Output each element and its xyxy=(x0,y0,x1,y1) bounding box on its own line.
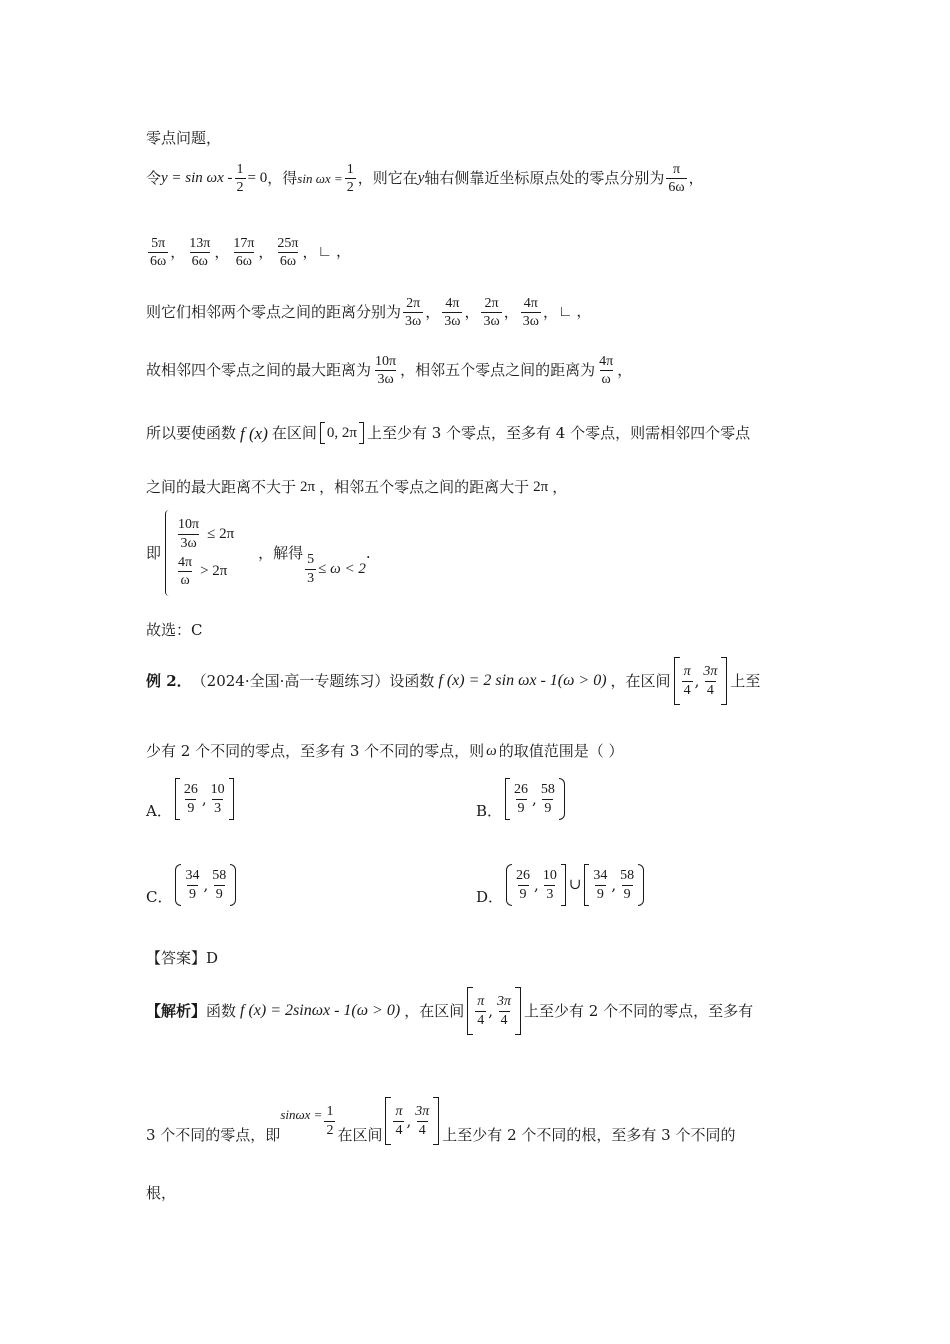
denominator: 3 xyxy=(214,800,222,816)
text-line xyxy=(146,131,221,146)
fraction xyxy=(682,664,693,698)
interval: $\frac{26}{9}$ , $\frac{10}{3}$ xyxy=(506,864,566,906)
analysis-line xyxy=(146,1186,176,1201)
interval: $\frac{\pi}{4}$ , $\frac{3\pi}{4}$ xyxy=(674,657,728,705)
text: ，相邻五个零点之间的距离大于 xyxy=(319,478,530,496)
text: ， xyxy=(688,169,704,188)
math-expression: sin ωx = xyxy=(297,171,343,187)
numerator: 34 xyxy=(593,868,608,884)
numerator: 58 xyxy=(212,868,227,884)
numerator: 5 xyxy=(307,552,315,568)
union-symbol: ∪ xyxy=(568,876,582,893)
numerator: 2π xyxy=(484,296,499,311)
answer-label: 【答案】D xyxy=(146,949,219,967)
denominator: 6ω xyxy=(668,180,685,196)
fraction xyxy=(176,517,201,551)
denominator: 6ω xyxy=(279,254,297,270)
fraction xyxy=(183,868,201,902)
fraction xyxy=(512,782,530,816)
fraction xyxy=(539,782,557,816)
numerator: 4π xyxy=(523,296,538,311)
fraction xyxy=(231,236,256,270)
numerator: 10π xyxy=(375,354,397,369)
fraction xyxy=(481,296,501,330)
numerator: 3π xyxy=(415,1104,430,1120)
text-line xyxy=(146,623,202,638)
option-b[interactable] xyxy=(476,778,568,820)
option-c[interactable] xyxy=(146,864,239,906)
fraction xyxy=(275,236,300,270)
fraction xyxy=(235,162,246,196)
fraction xyxy=(666,162,686,196)
text: . xyxy=(365,543,371,562)
numerator: π xyxy=(683,664,691,680)
text: ， xyxy=(552,478,568,496)
denominator: 9 xyxy=(188,886,196,902)
fraction xyxy=(182,782,200,816)
denominator: 3 xyxy=(546,886,554,902)
numerator: 3π xyxy=(497,994,512,1010)
example-label: 例 2． xyxy=(146,671,192,690)
fraction xyxy=(209,782,227,816)
denominator: 4 xyxy=(706,682,714,698)
inequality-system xyxy=(165,510,234,596)
ellipsis-symbol: ∟ ， xyxy=(317,244,351,261)
numerator: 26 xyxy=(516,868,531,884)
math-expression: f (x) xyxy=(240,423,268,443)
fraction xyxy=(324,1104,335,1138)
denominator: ω xyxy=(601,372,611,388)
text: 轴右侧靠近坐标原点处的零点分别为 xyxy=(424,169,665,188)
interval: $\frac{\pi}{4}$ , $\frac{3\pi}{4}$ xyxy=(385,1097,439,1145)
fraction xyxy=(701,664,719,698)
numerator: π xyxy=(477,994,485,1010)
numerator: 1 xyxy=(236,162,244,177)
denominator: 3ω xyxy=(405,314,422,330)
text: 3 个不同的零点，即 xyxy=(146,1125,281,1144)
left-brace xyxy=(165,510,170,596)
denominator: 3ω xyxy=(483,314,500,330)
denominator: 6ω xyxy=(191,254,208,270)
math-expression: 2π xyxy=(300,479,316,495)
example-heading xyxy=(146,657,760,705)
text: 函数 xyxy=(206,1001,237,1020)
fraction xyxy=(413,1104,431,1138)
numerator: 10 xyxy=(542,868,557,884)
ellipsis-symbol: ∟ ， xyxy=(557,304,592,321)
analysis-line xyxy=(146,987,753,1035)
denominator: 4 xyxy=(683,682,691,698)
text: ， xyxy=(617,361,633,380)
fraction xyxy=(541,868,559,902)
denominator: ω xyxy=(180,573,190,589)
numerator: 4π xyxy=(445,296,460,311)
option-d[interactable] xyxy=(476,864,647,906)
numerator: 17π xyxy=(233,236,255,251)
text: 所以要使函数 xyxy=(146,423,237,442)
numerator: 26 xyxy=(183,782,198,798)
numerator: 1 xyxy=(346,162,354,177)
relation: ≤ 2π xyxy=(207,525,235,542)
text-line xyxy=(146,480,567,495)
inequality-row xyxy=(174,517,234,551)
denominator: 4 xyxy=(500,1012,508,1028)
numerator: 10 xyxy=(210,782,225,798)
denominator: 3ω xyxy=(180,535,197,551)
numerator: π xyxy=(672,162,681,177)
fraction xyxy=(475,994,486,1028)
fraction xyxy=(597,354,615,388)
inequality-row xyxy=(174,555,234,589)
math-expression: y = sin ωx - xyxy=(161,170,233,187)
math-variable: y xyxy=(417,170,425,187)
numerator: 26 xyxy=(514,782,529,798)
math-expression: f (x) = 2sinωx - 1(ω > 0) xyxy=(240,1002,401,1019)
denominator: 9 xyxy=(187,800,195,816)
equation-system-line xyxy=(146,510,371,596)
text: 则它们相邻两个零点之间的距离分别为 xyxy=(146,303,402,322)
numerator: 4π xyxy=(178,555,193,570)
interval: $\frac{\pi}{4}$ , $\frac{3\pi}{4}$ xyxy=(467,987,521,1035)
fraction xyxy=(521,296,541,330)
denominator: 4 xyxy=(395,1122,403,1138)
fraction xyxy=(345,162,356,196)
text: 在区间 xyxy=(337,1125,383,1144)
option-label: A． xyxy=(146,801,172,820)
text: ，则它在 xyxy=(357,169,418,188)
text: ，相邻五个零点之间的距离为 xyxy=(400,361,596,380)
text: 根， xyxy=(146,1184,177,1202)
denominator: 6ω xyxy=(235,254,252,270)
math-expression: f (x) = 2 sin ωx - 1(ω > 0) xyxy=(438,672,607,689)
interval-content: 0, 2π xyxy=(326,424,357,441)
analysis-label: 【解析】 xyxy=(146,1001,207,1020)
numerator: 34 xyxy=(185,868,200,884)
numerator: 1 xyxy=(326,1104,334,1120)
text-line xyxy=(146,354,632,388)
numerator: 5π xyxy=(151,236,166,251)
text-line: 则它们相邻两个零点之间的距离分别为 $\frac{2\pi}{3\omega}$ ， $\frac{4\pi}{3\omega}$ ， $\frac{2\pi}{3\omega}$ ， $\frac{4\pi}{3\omega}$ ， ∟ ， xyxy=(146,296,592,330)
interval: $\frac{26}{9}$ , $\frac{58}{9}$ xyxy=(505,778,565,820)
fraction xyxy=(442,296,462,330)
numerator: 25π xyxy=(277,236,299,251)
text: ，得 xyxy=(267,169,298,188)
example-source: （2024·全国·高一专题练习）设函数 xyxy=(191,671,435,690)
text: 零点问题， xyxy=(146,129,222,147)
numerator: 3π xyxy=(703,664,718,680)
denominator: 3ω xyxy=(522,314,539,330)
denominator: 9 xyxy=(596,886,604,902)
numerator: 2π xyxy=(406,296,421,311)
denominator: 9 xyxy=(517,800,525,816)
interval: $\frac{26}{9}$ , $\frac{10}{3}$ xyxy=(175,778,234,820)
fraction xyxy=(403,296,423,330)
fraction xyxy=(591,868,609,902)
fraction xyxy=(305,552,316,586)
text-line xyxy=(146,162,704,196)
interval: $\frac{34}{9}$ , $\frac{58}{9}$ xyxy=(584,864,644,906)
text: 令 xyxy=(146,169,162,188)
text: 在区间 xyxy=(271,423,317,442)
denominator: 2 xyxy=(326,1122,334,1138)
numerator: 58 xyxy=(620,868,635,884)
text: ，在区间 xyxy=(610,671,671,690)
text-line: $\frac{5\pi}{6\omega}$ ， $\frac{13\pi}{6\omega}$ ， $\frac{17\pi}{6\omega}$ ， $\frac{25\pi}{6\omega}$ ， ∟ ， xyxy=(150,236,351,270)
text-line xyxy=(146,422,750,444)
denominator: 2 xyxy=(346,180,354,196)
text: 少有 2 个不同的零点，至多有 3 个不同的零点，则 xyxy=(146,742,485,760)
math-expression: ≤ ω < 2 xyxy=(318,560,366,577)
text: 即 xyxy=(146,543,162,562)
answer-line xyxy=(146,951,218,966)
option-label: C． xyxy=(146,887,173,906)
fraction xyxy=(148,236,168,270)
denominator: 6ω xyxy=(150,254,167,270)
numerator: 58 xyxy=(540,782,555,798)
denominator: 9 xyxy=(544,800,552,816)
math-expression: sinωx = xyxy=(280,1106,323,1122)
text: 的取值范围是（ ） xyxy=(498,742,624,760)
denominator: 3ω xyxy=(377,372,394,388)
text: 之间的最大距离不大于 xyxy=(146,478,297,496)
text: ，在区间 xyxy=(404,1001,465,1020)
fraction xyxy=(393,1104,404,1138)
denominator: 4 xyxy=(418,1122,426,1138)
denominator: 2 xyxy=(236,180,244,196)
analysis-line xyxy=(146,1097,735,1145)
denominator: 9 xyxy=(623,886,631,902)
denominator: 3 xyxy=(307,570,315,586)
text-line xyxy=(146,744,624,759)
text: 上至少有 2 个不同的根，至多有 3 个不同的 xyxy=(442,1125,736,1144)
text: 上至少有 3 个零点，至多有 4 个零点，则需相邻四个零点 xyxy=(366,423,751,442)
denominator: 4 xyxy=(477,1012,485,1028)
numerator: π xyxy=(395,1104,403,1120)
interval: $\frac{34}{9}$ , $\frac{58}{9}$ xyxy=(175,864,236,906)
math-expression: = 0 xyxy=(247,170,268,187)
fraction xyxy=(210,868,228,902)
text: 上至 xyxy=(730,671,761,690)
fraction xyxy=(373,354,398,388)
denominator: 9 xyxy=(519,886,527,902)
option-label: B． xyxy=(476,801,503,820)
numerator: 4π xyxy=(599,354,614,369)
text: ，解得 xyxy=(258,543,304,562)
numerator: 10π xyxy=(178,517,200,533)
interval xyxy=(320,422,364,444)
math-expression: 2π xyxy=(533,479,549,495)
text: 故选：C xyxy=(146,621,203,639)
fraction xyxy=(618,868,636,902)
math-variable: ω xyxy=(486,743,497,759)
option-label: D． xyxy=(476,887,504,906)
fraction xyxy=(176,555,194,589)
fraction xyxy=(495,994,513,1028)
option-a[interactable] xyxy=(146,778,237,820)
fraction xyxy=(514,868,532,902)
denominator: 3ω xyxy=(444,314,461,330)
relation: > 2π xyxy=(200,563,228,580)
fraction xyxy=(187,236,212,270)
text: 上至少有 2 个不同的零点，至多有 xyxy=(524,1001,754,1020)
denominator: 9 xyxy=(215,886,223,902)
numerator: 13π xyxy=(189,236,211,251)
text: 故相邻四个零点之间的最大距离为 xyxy=(146,361,372,380)
